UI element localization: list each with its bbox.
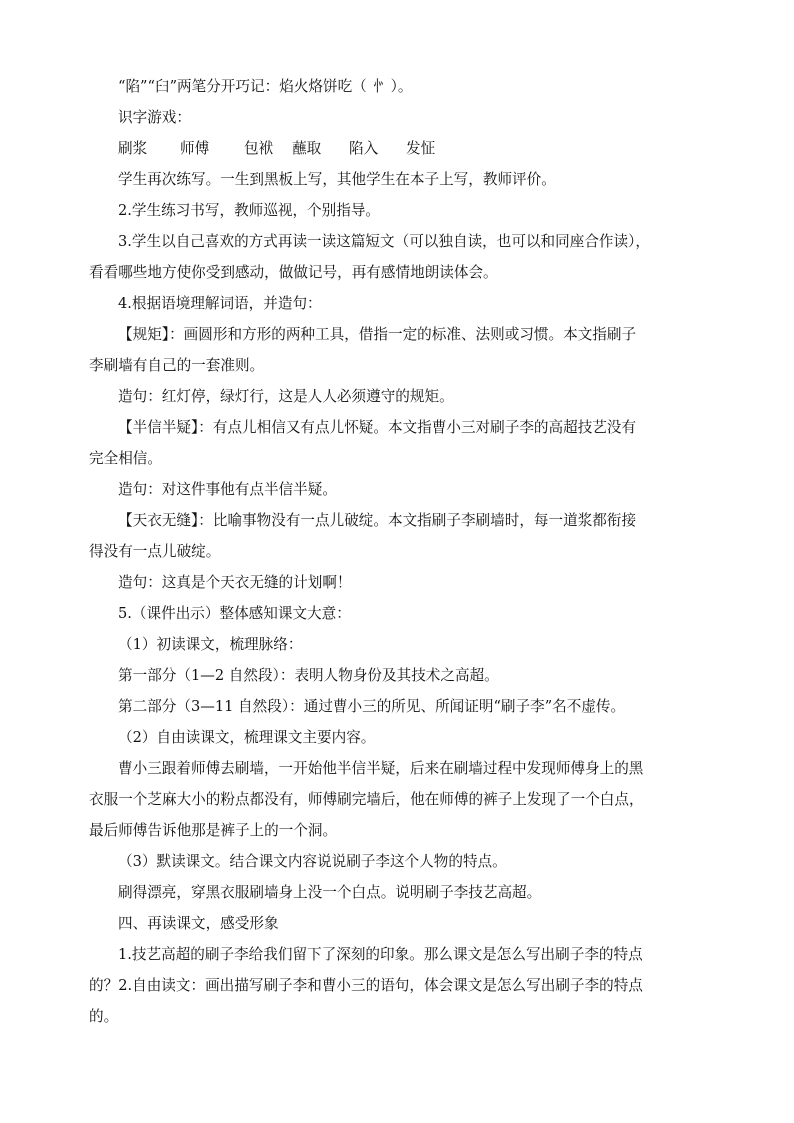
paragraph-line: 4.根据语境理解词语，并造句： [118, 295, 322, 312]
paragraph-line: 造句：对这件事他有点半信半疑。 [118, 481, 337, 498]
paragraph-line: （1）初读课文，梳理脉络： [118, 636, 303, 653]
paragraph-line: 2.学生练习书写，教师巡视，个别指导。 [118, 202, 381, 219]
word-item: 师傅 [180, 140, 210, 157]
paragraph-line: 得没有一点儿破绽。 [89, 543, 221, 560]
word-item: 包袱 [244, 140, 274, 157]
paragraph-line: 学生再次练写。一生到黑板上写，其他学生在本子上写，教师评价。 [118, 171, 556, 188]
paragraph-line: 5.（课件出示）整体感知课文大意： [118, 605, 351, 622]
word-item: 蘸取 [292, 140, 322, 157]
paragraph-line: （3）默读课文。结合课文内容说说刷子李这个人物的特点。 [118, 853, 507, 870]
paragraph-line: 造句：这真是个天衣无缝的计划啊！ [118, 574, 352, 591]
paragraph-line: 3.学生以自己喜欢的方式再读一读这篇短文（可以独自读，也可以和同座合作读）， [118, 233, 651, 250]
word-list [89, 133, 709, 164]
paragraph-line: 刷得漂亮，穿黑衣服刷墙身上没一个白点。说明刷子李技艺高超。 [118, 884, 542, 901]
word-item: 陷入 [349, 140, 379, 157]
paragraph-line: 第一部分（1—2 自然段）：表明人物身份及其技术之高超。 [118, 667, 499, 684]
paragraph-line: 【天衣无缝】：比喻事物没有一点儿破绽。本文指刷子李刷墙时，每一道浆都衔接 [118, 512, 637, 529]
paragraph-line: 1.技艺高超的刷子李给我们留下了深刻的印象。那么课文是怎么写出刷子李的特点 [118, 946, 643, 963]
paragraph-line: 完全相信。 [89, 450, 162, 467]
paragraph-line: 曹小三跟着师傅去刷墙，一开始他半信半疑，后来在刷墙过程中发现师傅身上的黑 [118, 760, 644, 777]
paragraph-line: 看看哪些地方使你受到感动，做做记号，再有感情地朗读体会。 [89, 264, 498, 281]
paragraph-line: 的。 [89, 1008, 119, 1025]
paragraph-line: （2）自由读课文，梳理课文主要内容。 [118, 729, 376, 746]
word-item: 刷浆 [118, 140, 148, 157]
document-page [89, 71, 709, 1032]
section-heading: 四、再读课文，感受形象 [118, 915, 279, 932]
paragraph-line: “陷”“臼”两笔分开巧记：焰火烙饼吃（ 㣺 ）。 [118, 78, 413, 95]
paragraph-line: 【规矩】：画圆形和方形的两种工具，借指一定的标准、法则或习惯。本文指刷子 [118, 326, 637, 343]
paragraph-line: 识字游戏： [118, 109, 191, 126]
paragraph-line: 第二部分（3—11 自然段）：通过曹小三的所见、所闻证明“刷子李”名不虚传。 [118, 698, 626, 715]
paragraph-line: 【半信半疑】：有点儿相信又有点儿怀疑。本文指曹小三对刷子李的高超技艺没有 [118, 419, 637, 436]
paragraph-line: 的？2.自由读文：画出描写刷子李和曹小三的语句，体会课文是怎么写出刷子李的特点 [89, 977, 643, 994]
paragraph-line: 李刷墙有自己的一套准则。 [89, 357, 265, 374]
paragraph-line: 最后师傅告诉他那是裤子上的一个洞。 [89, 822, 338, 839]
paragraph-line: 衣服一个芝麻大小的粉点都没有，师傅刷完墙后，他在师傅的裤子上发现了一个白点， [89, 791, 644, 808]
paragraph-line: 造句：红灯停，绿灯行，这是人人必须遵守的规矩。 [118, 388, 454, 405]
word-item: 发怔 [406, 140, 436, 157]
